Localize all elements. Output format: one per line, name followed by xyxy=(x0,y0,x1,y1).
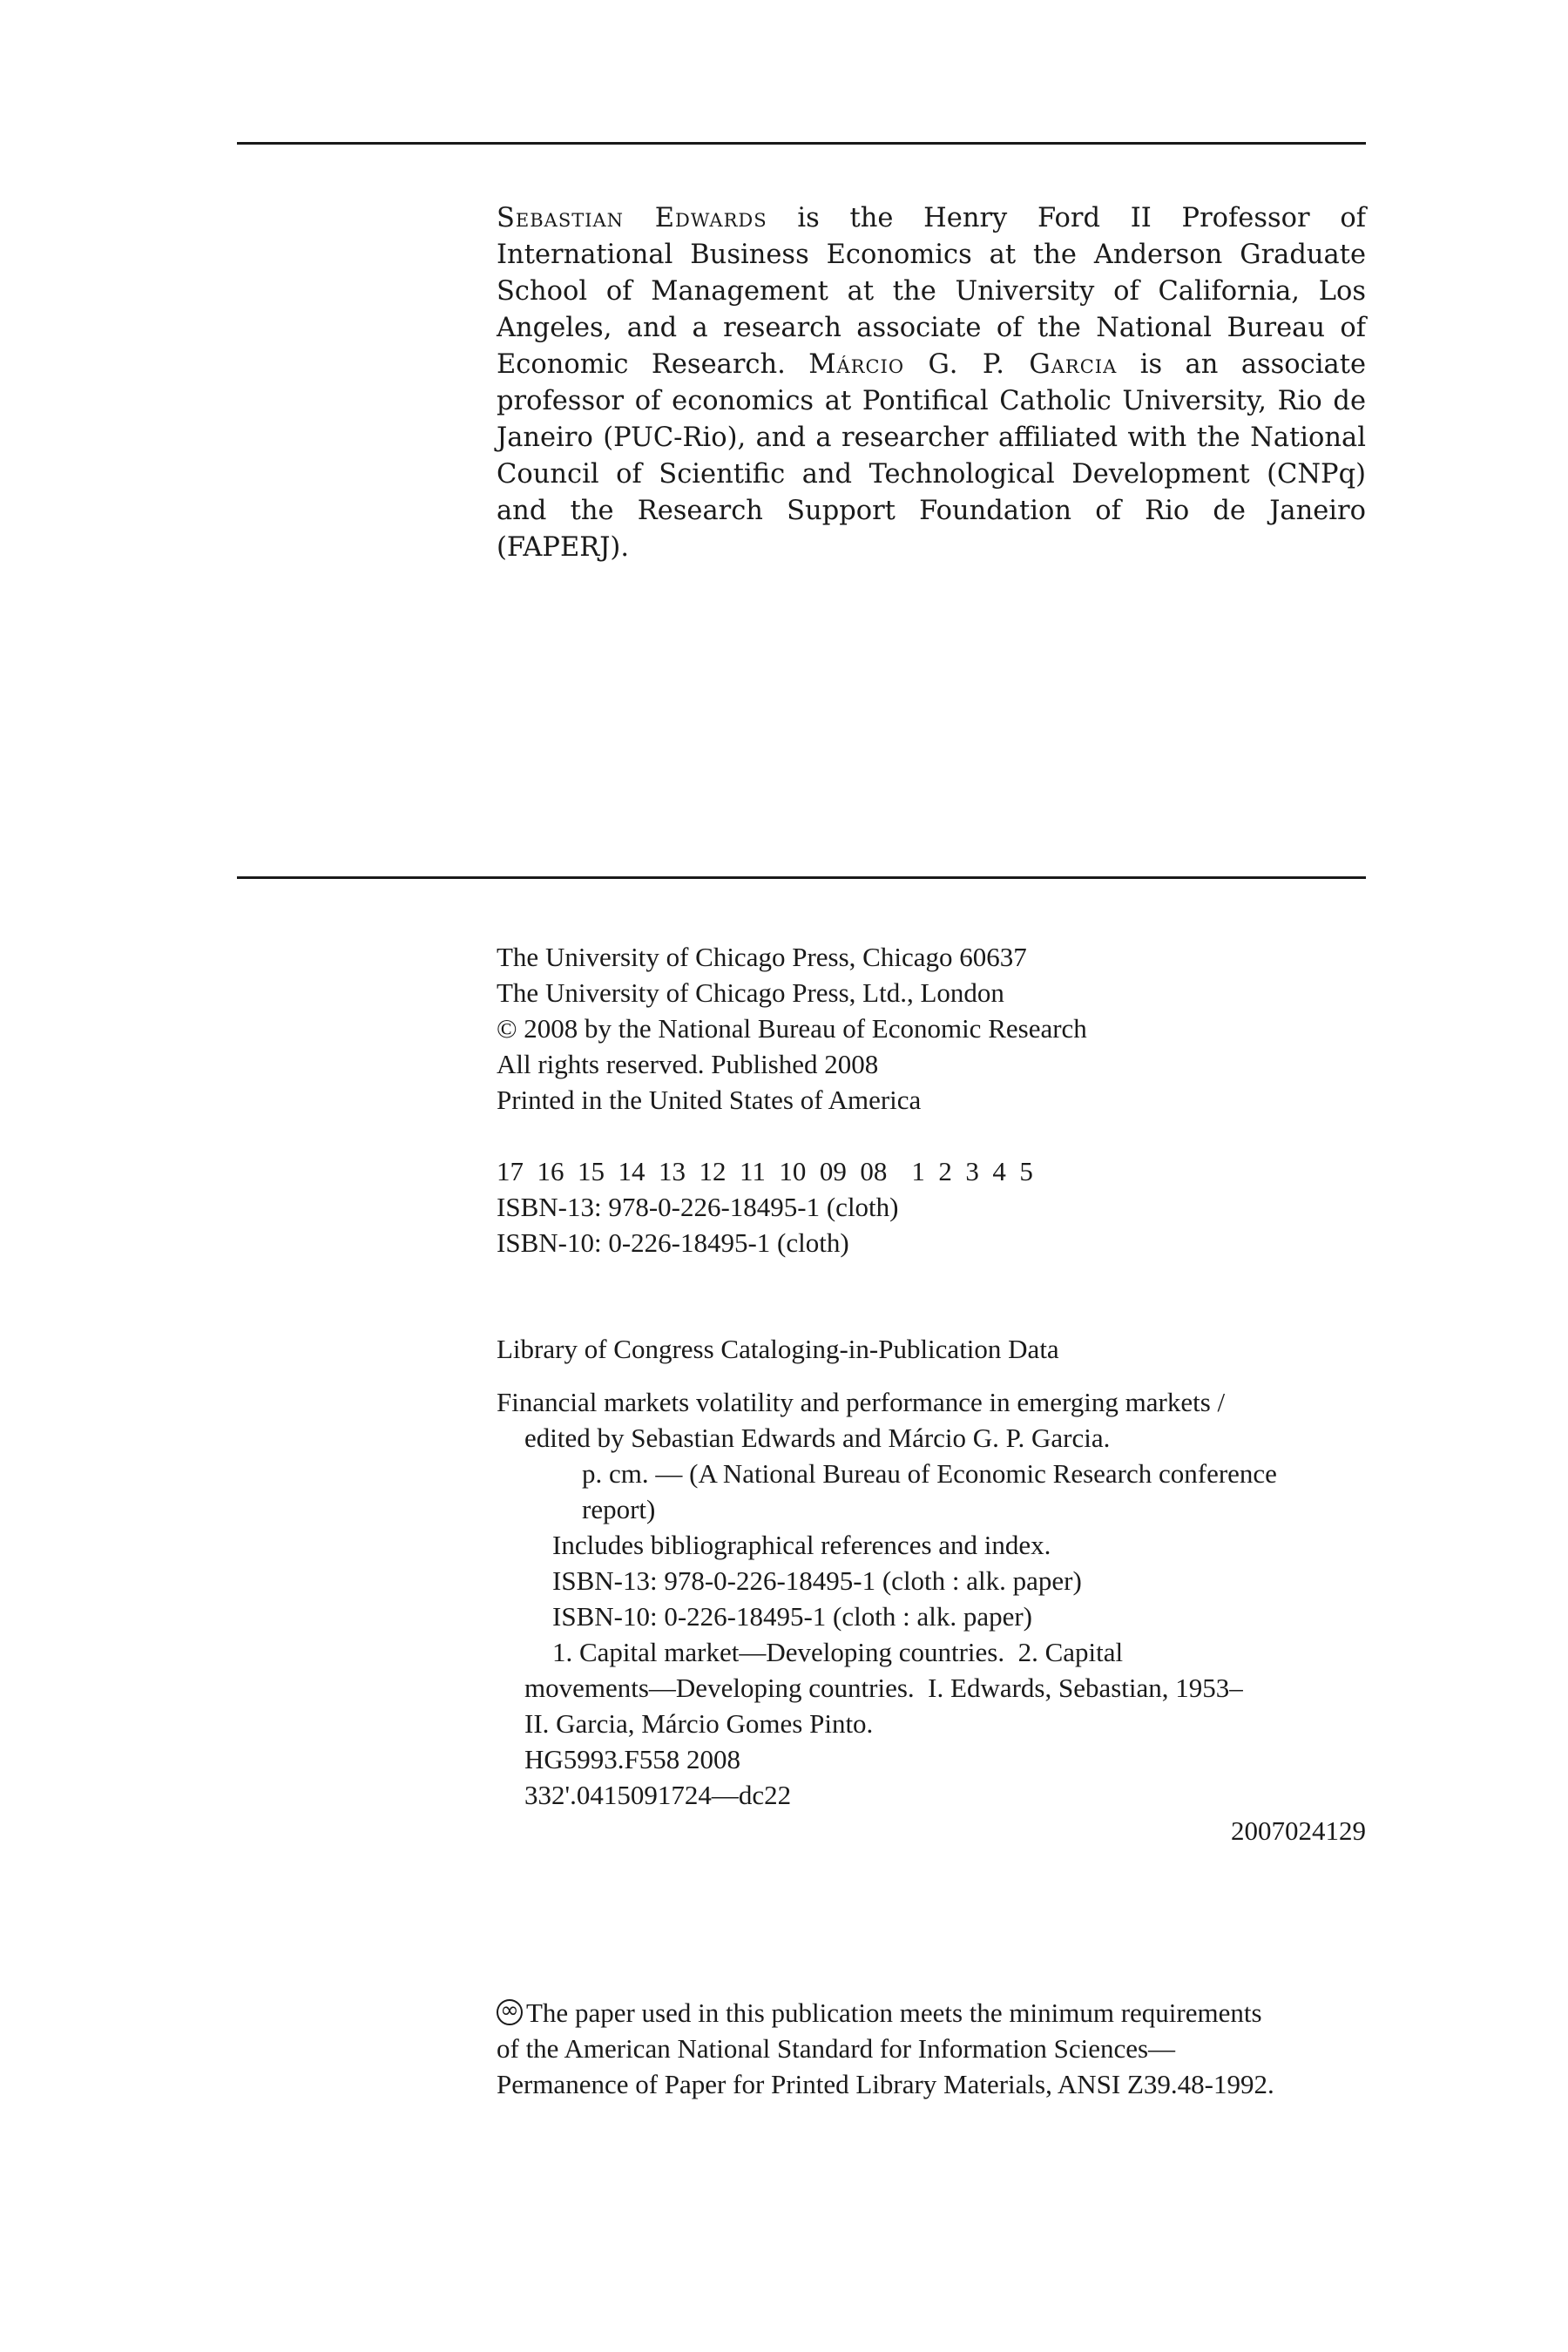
cip-heading-text: Library of Congress Cataloging-in-Publication Data xyxy=(497,1334,1059,1364)
paper-notice-line: of the American National Standard for Information Sciences— xyxy=(497,2033,1176,2064)
printed-line: Printed in the United States of America xyxy=(497,1085,922,1115)
cip-isbn13-line: ISBN-13: 978-0-226-18495-1 (cloth : alk. paper) xyxy=(552,1565,1082,1596)
cip-title-line: Financial markets volatility and performance in emerging markets / xyxy=(497,1387,1226,1417)
isbn10-line: ISBN-10: 0-226-18495-1 (cloth) xyxy=(497,1227,849,1258)
author-bio-text-garcia: is an associate professor of economics at Pontifical Catholic University, Rio de Janeiro (PUC-Rio), and a researcher affiliated with the National Council of Scientific and Technological Development (CNPq) and the Research Support Foundation of Rio de Janeiro (FAPERJ). xyxy=(497,349,1367,563)
printing-info xyxy=(497,1153,1366,1260)
cip-isbn10-line: ISBN-10: 0-226-18495-1 (cloth : alk. paper) xyxy=(552,1601,1032,1632)
cip-pcm-line: report) xyxy=(582,1494,656,1524)
cip-notes-line: Includes bibliographical references and index. xyxy=(552,1530,1051,1560)
isbn13-line: ISBN-13: 978-0-226-18495-1 (cloth) xyxy=(497,1192,899,1222)
cip-heading xyxy=(497,1331,1366,1367)
cip-title-line: edited by Sebastian Edwards and Márcio G. P. Garcia. xyxy=(524,1423,1111,1453)
middle-rule xyxy=(237,876,1366,879)
cip-lc-class: HG5993.F558 2008 xyxy=(524,1744,741,1774)
publisher-line: The University of Chicago Press, Chicago 60637 xyxy=(497,942,1027,972)
author-bio-text-edwards: is the Henry Ford II Professor of International Business Economics at the Anderson Graduate School of Management at the University of California, Los Angeles, and a research associate of the National Bureau of Economic Research. xyxy=(497,203,1366,380)
top-rule xyxy=(237,142,1366,145)
publisher-info xyxy=(497,939,1366,1118)
paper-notice-line xyxy=(497,1995,1366,2031)
cip-subjects-line: II. Garcia, Márcio Gomes Pinto. xyxy=(524,1708,874,1739)
print-impressions: 1 2 3 4 5 xyxy=(911,1156,1033,1186)
publisher-line: The University of Chicago Press, Ltd., London xyxy=(497,977,1004,1008)
infinity-circle-icon xyxy=(497,1999,523,2025)
copyright-line: © 2008 by the National Bureau of Economic Research xyxy=(497,1013,1087,1044)
cip-dewey: 332'.0415091724—dc22 xyxy=(524,1780,792,1810)
cip-record xyxy=(497,1384,1366,1848)
cip-subjects-line: movements—Developing countries. I. Edwards, Sebastian, 1953– xyxy=(524,1673,1243,1703)
printing-numbers xyxy=(497,1153,1366,1189)
paper-notice xyxy=(497,1995,1366,2102)
cip-control-number: 2007024129 xyxy=(1231,1815,1366,1846)
print-years: 17 16 15 14 13 12 11 10 09 08 xyxy=(497,1156,888,1186)
cip-pcm-line: p. cm. — (A National Bureau of Economic Research conference xyxy=(582,1458,1277,1489)
author-name-edwards: Sebastian Edwards xyxy=(497,203,767,233)
author-name-garcia: Márcio G. P. Garcia xyxy=(808,349,1118,380)
paper-notice-line: Permanence of Paper for Printed Library Materials, ANSI Z39.48-1992. xyxy=(497,2069,1274,2099)
cip-subjects-line: 1. Capital market—Developing countries. 2. Capital xyxy=(552,1637,1124,1667)
author-bio xyxy=(497,200,1366,566)
paper-notice-text: The paper used in this publication meets the minimum requirements xyxy=(526,1997,1262,2028)
rights-line: All rights reserved. Published 2008 xyxy=(497,1049,879,1079)
